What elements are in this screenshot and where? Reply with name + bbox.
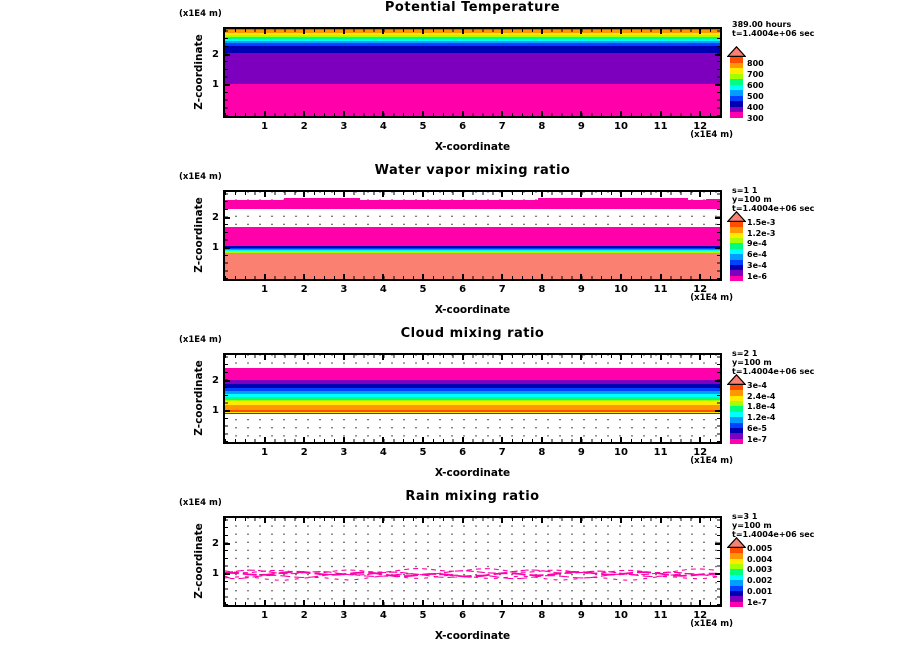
x-major-tick — [699, 355, 701, 360]
contour-band — [225, 368, 720, 380]
x-tick-label: 12 — [693, 284, 708, 295]
x-tick-label: 5 — [419, 121, 427, 132]
z-minor-ticks-left — [225, 29, 228, 116]
z-tick-label: 2 — [212, 537, 219, 549]
x-tick-label: 4 — [379, 121, 387, 132]
x-tick-label: 9 — [577, 121, 585, 132]
panel-1 — [0, 0, 904, 163]
x-major-tick — [620, 111, 622, 116]
legend-header-line: y=100 m — [732, 521, 772, 530]
x-major-tick — [541, 437, 543, 442]
z-minor-ticks-right — [717, 518, 720, 605]
x-major-tick — [541, 600, 543, 605]
x-tick-label: 1 — [261, 284, 269, 295]
contour-band — [225, 209, 720, 227]
legend-header-line: y=100 m — [732, 358, 772, 367]
colorbar-tick-label: 1.5e-3 — [747, 218, 776, 227]
colorbar-tick-label: 600 — [747, 80, 764, 90]
x-major-tick — [620, 437, 622, 442]
x-major-tick — [422, 437, 424, 442]
x-tick-label: 3 — [340, 610, 348, 621]
x-major-tick — [699, 518, 701, 523]
y-axis-unit-label: (x1E4 m) — [179, 335, 222, 345]
colorbar-tick-label: 400 — [747, 102, 764, 112]
x-major-tick — [660, 111, 662, 116]
z-major-tick — [715, 247, 720, 249]
x-major-tick — [422, 29, 424, 34]
x-major-tick — [382, 29, 384, 34]
colorbar — [730, 57, 743, 118]
contour-patch — [538, 198, 688, 200]
plot-area — [223, 27, 722, 118]
x-tick-label: 2 — [300, 121, 308, 132]
x-minor-ticks-top — [225, 355, 720, 358]
x-major-tick — [699, 274, 701, 279]
x-major-tick — [343, 437, 345, 442]
legend-header-line: s=2 1 — [732, 349, 758, 358]
x-major-tick — [264, 437, 266, 442]
x-tick-label: 6 — [459, 447, 467, 458]
x-tick-label: 3 — [340, 447, 348, 458]
x-tick-label: 11 — [653, 447, 668, 458]
x-tick-label: 1 — [261, 610, 269, 621]
x-major-tick — [699, 29, 701, 34]
x-major-tick — [422, 518, 424, 523]
x-minor-ticks-bottom — [225, 276, 720, 279]
colorbar-segment — [730, 112, 743, 118]
x-major-tick — [580, 274, 582, 279]
legend-header-line: 389.00 hours — [732, 20, 792, 29]
z-major-tick — [225, 217, 230, 219]
plot-area — [223, 190, 722, 281]
x-major-tick — [541, 518, 543, 523]
x-tick-label: 8 — [538, 447, 546, 458]
x-major-tick — [501, 111, 503, 116]
x-major-tick — [303, 111, 305, 116]
z-tick-label: 1 — [212, 405, 219, 417]
x-tick-label: 11 — [653, 284, 668, 295]
x-major-tick — [264, 518, 266, 523]
x-major-tick — [541, 192, 543, 197]
x-major-tick — [660, 437, 662, 442]
colorbar-segment — [730, 602, 743, 607]
x-axis-unit-label: (x1E4 m) — [690, 130, 733, 140]
z-axis-label: Z-coordinate — [193, 34, 205, 110]
contour-bands — [225, 29, 720, 116]
triangle-shape — [728, 212, 745, 222]
x-major-tick — [501, 518, 503, 523]
x-major-tick — [620, 600, 622, 605]
x-major-tick — [422, 192, 424, 197]
contour-band — [225, 200, 720, 208]
z-axis-label: Z-coordinate — [193, 197, 205, 273]
triangle-shape — [728, 47, 745, 57]
z-major-tick — [715, 410, 720, 412]
x-axis-label: X-coordinate — [434, 304, 511, 316]
x-major-tick — [303, 437, 305, 442]
y-axis-unit-label: (x1E4 m) — [179, 498, 222, 508]
x-major-tick — [382, 600, 384, 605]
contour-band — [225, 53, 720, 84]
x-major-tick — [501, 355, 503, 360]
x-major-tick — [660, 355, 662, 360]
colorbar-tick-label: 0.003 — [747, 565, 773, 575]
x-axis-label: X-coordinate — [434, 467, 511, 479]
colorbar-tick-label: 6e-4 — [747, 250, 767, 260]
colorbar-overflow-triangle — [727, 46, 746, 57]
x-major-tick — [264, 29, 266, 34]
colorbar-tick-label: 0.005 — [747, 544, 773, 553]
colorbar-tick-label: 300 — [747, 114, 764, 123]
x-tick-label: 3 — [340, 121, 348, 132]
x-tick-label: 12 — [693, 447, 708, 458]
x-major-tick — [501, 192, 503, 197]
colorbar-tick-label: 2.4e-4 — [747, 391, 776, 401]
x-tick-label: 10 — [614, 447, 628, 458]
x-major-tick — [580, 355, 582, 360]
x-major-tick — [422, 274, 424, 279]
x-major-tick — [660, 518, 662, 523]
x-tick-label: 6 — [459, 610, 467, 621]
x-minor-ticks-top — [225, 518, 720, 521]
x-major-tick — [501, 437, 503, 442]
x-tick-label: 1 — [261, 447, 269, 458]
x-major-tick — [264, 274, 266, 279]
colorbar-tick-label: 1e-6 — [747, 271, 767, 281]
x-minor-ticks-bottom — [225, 439, 720, 442]
x-major-tick — [699, 437, 701, 442]
x-minor-ticks-bottom — [225, 602, 720, 605]
x-major-tick — [462, 437, 464, 442]
colorbar-segment — [730, 276, 743, 281]
contour-band — [225, 414, 720, 442]
colorbar-tick-label: 3e-4 — [747, 381, 767, 390]
colorbar-tick-label: 0.001 — [747, 586, 773, 596]
x-tick-label: 10 — [614, 284, 628, 295]
colorbar-tick-label: 6e-5 — [747, 423, 767, 433]
z-minor-ticks-right — [717, 355, 720, 442]
z-major-tick — [225, 84, 230, 86]
legend-header-line: s=1 1 — [732, 186, 758, 195]
contour-band — [225, 253, 720, 279]
colorbar-tick-label: 700 — [747, 69, 764, 79]
colorbar-tick-label: 1.2e-4 — [747, 413, 776, 423]
legend-header-line: s=3 1 — [732, 512, 758, 521]
z-major-tick — [225, 410, 230, 412]
x-major-tick — [541, 355, 543, 360]
colorbar-tick-label: 1e-7 — [747, 597, 767, 607]
y-axis-unit-label: (x1E4 m) — [179, 172, 222, 182]
x-minor-ticks-top — [225, 29, 720, 32]
x-major-tick — [462, 518, 464, 523]
x-major-tick — [422, 600, 424, 605]
x-major-tick — [541, 29, 543, 34]
contour-band — [225, 84, 720, 116]
x-major-tick — [264, 192, 266, 197]
x-major-tick — [303, 192, 305, 197]
x-major-tick — [303, 355, 305, 360]
x-major-tick — [462, 111, 464, 116]
x-tick-label: 7 — [498, 284, 506, 295]
x-major-tick — [580, 29, 582, 34]
colorbar-tick-label: 800 — [747, 58, 764, 68]
x-major-tick — [382, 355, 384, 360]
x-major-tick — [580, 111, 582, 116]
chart-title: Rain mixing ratio — [405, 489, 540, 504]
x-tick-label: 9 — [577, 447, 585, 458]
x-major-tick — [303, 600, 305, 605]
x-major-tick — [264, 111, 266, 116]
legend-header-line: t=1.4004e+06 sec — [732, 29, 815, 38]
z-minor-ticks-left — [225, 518, 228, 605]
x-major-tick — [343, 600, 345, 605]
plot-area — [223, 516, 722, 607]
x-tick-label: 2 — [300, 284, 308, 295]
triangle-shape — [728, 538, 745, 548]
x-tick-label: 6 — [459, 284, 467, 295]
x-major-tick — [343, 518, 345, 523]
x-axis-unit-label: (x1E4 m) — [690, 619, 733, 629]
z-major-tick — [715, 543, 720, 545]
colorbar-tick-label: 0.002 — [747, 576, 773, 586]
x-tick-label: 4 — [379, 447, 387, 458]
colorbar-tick-label: 9e-4 — [747, 239, 767, 249]
x-axis-unit-label: (x1E4 m) — [690, 293, 733, 303]
x-major-tick — [382, 111, 384, 116]
x-axis-unit-label: (x1E4 m) — [690, 456, 733, 466]
x-major-tick — [699, 192, 701, 197]
x-tick-label: 5 — [419, 284, 427, 295]
x-major-tick — [303, 29, 305, 34]
x-major-tick — [580, 600, 582, 605]
y-axis-unit-label: (x1E4 m) — [179, 9, 222, 19]
z-major-tick — [715, 573, 720, 575]
colorbar — [730, 548, 743, 607]
colorbar — [730, 385, 743, 444]
x-major-tick — [699, 600, 701, 605]
x-tick-label: 4 — [379, 284, 387, 295]
x-major-tick — [343, 29, 345, 34]
x-tick-label: 9 — [577, 284, 585, 295]
x-tick-label: 10 — [614, 121, 628, 132]
x-major-tick — [382, 192, 384, 197]
z-major-tick — [225, 573, 230, 575]
x-major-tick — [422, 111, 424, 116]
x-major-tick — [343, 355, 345, 360]
z-axis-label: Z-coordinate — [193, 523, 205, 599]
legend-header-line: t=1.4004e+06 sec — [732, 367, 815, 376]
z-major-tick — [225, 247, 230, 249]
x-major-tick — [660, 274, 662, 279]
triangle-shape — [728, 375, 745, 385]
x-major-tick — [541, 111, 543, 116]
x-major-tick — [303, 518, 305, 523]
x-tick-label: 9 — [577, 610, 585, 621]
x-tick-label: 6 — [459, 121, 467, 132]
x-tick-label: 10 — [614, 610, 628, 621]
x-major-tick — [422, 355, 424, 360]
x-tick-label: 8 — [538, 610, 546, 621]
x-major-tick — [264, 600, 266, 605]
x-major-tick — [501, 274, 503, 279]
x-major-tick — [580, 437, 582, 442]
x-major-tick — [303, 274, 305, 279]
x-major-tick — [343, 274, 345, 279]
colorbar-tick-label: 1e-7 — [747, 434, 767, 444]
colorbar-tick-label: 1.8e-4 — [747, 402, 776, 412]
chart-title: Water vapor mixing ratio — [374, 163, 571, 178]
x-major-tick — [541, 274, 543, 279]
legend-header-line: y=100 m — [732, 195, 772, 204]
x-major-tick — [660, 29, 662, 34]
x-major-tick — [620, 192, 622, 197]
x-major-tick — [382, 437, 384, 442]
chart-title: Cloud mixing ratio — [400, 326, 545, 341]
z-tick-label: 2 — [212, 374, 219, 386]
x-major-tick — [462, 29, 464, 34]
x-major-tick — [264, 355, 266, 360]
x-tick-label: 2 — [300, 447, 308, 458]
z-major-tick — [715, 217, 720, 219]
z-major-tick — [715, 54, 720, 56]
x-tick-label: 11 — [653, 610, 668, 621]
z-major-tick — [225, 380, 230, 382]
z-minor-ticks-left — [225, 355, 228, 442]
x-tick-label: 4 — [379, 610, 387, 621]
z-minor-ticks-right — [717, 29, 720, 116]
x-major-tick — [343, 192, 345, 197]
colorbar-tick-label: 500 — [747, 91, 764, 101]
colorbar-tick-label: 3e-4 — [747, 260, 767, 270]
x-tick-label: 8 — [538, 284, 546, 295]
x-minor-ticks-top — [225, 192, 720, 195]
x-major-tick — [620, 518, 622, 523]
z-minor-ticks-left — [225, 192, 228, 279]
x-tick-label: 3 — [340, 284, 348, 295]
x-tick-label: 11 — [653, 121, 668, 132]
x-major-tick — [580, 192, 582, 197]
x-axis-label: X-coordinate — [434, 141, 511, 153]
colorbar-tick-label: 0.004 — [747, 554, 773, 564]
panel-3 — [0, 326, 904, 489]
x-tick-label: 5 — [419, 447, 427, 458]
contour-band — [225, 227, 720, 246]
legend-header-line: t=1.4004e+06 sec — [732, 530, 815, 539]
contour-band — [225, 46, 720, 54]
x-major-tick — [462, 274, 464, 279]
z-minor-ticks-right — [717, 192, 720, 279]
x-axis-label: X-coordinate — [434, 630, 511, 642]
x-major-tick — [343, 111, 345, 116]
legend-header-line: t=1.4004e+06 sec — [732, 204, 815, 213]
x-tick-label: 7 — [498, 121, 506, 132]
x-tick-label: 5 — [419, 610, 427, 621]
x-tick-label: 12 — [693, 610, 708, 621]
z-tick-label: 1 — [212, 79, 219, 91]
x-major-tick — [382, 518, 384, 523]
z-tick-label: 2 — [212, 211, 219, 223]
x-tick-label: 12 — [693, 121, 708, 132]
x-major-tick — [501, 600, 503, 605]
x-major-tick — [580, 518, 582, 523]
x-major-tick — [660, 600, 662, 605]
z-tick-label: 1 — [212, 568, 219, 580]
contour-bands — [225, 355, 720, 442]
panel-2 — [0, 163, 904, 326]
x-tick-label: 7 — [498, 610, 506, 621]
x-major-tick — [699, 111, 701, 116]
x-major-tick — [620, 274, 622, 279]
x-major-tick — [382, 274, 384, 279]
chart-title: Potential Temperature — [384, 0, 561, 15]
panel-4 — [0, 489, 904, 652]
colorbar — [730, 222, 743, 281]
x-major-tick — [501, 29, 503, 34]
z-major-tick — [225, 543, 230, 545]
x-major-tick — [620, 29, 622, 34]
contour-bands — [225, 192, 720, 279]
x-major-tick — [660, 192, 662, 197]
x-tick-label: 7 — [498, 447, 506, 458]
x-major-tick — [462, 355, 464, 360]
z-major-tick — [715, 84, 720, 86]
x-tick-label: 1 — [261, 121, 269, 132]
rain-contour-lines — [225, 518, 720, 605]
z-tick-label: 2 — [212, 48, 219, 60]
z-axis-label: Z-coordinate — [193, 360, 205, 436]
x-major-tick — [462, 192, 464, 197]
x-tick-label: 2 — [300, 610, 308, 621]
x-major-tick — [462, 600, 464, 605]
z-major-tick — [225, 54, 230, 56]
x-tick-label: 8 — [538, 121, 546, 132]
z-major-tick — [715, 380, 720, 382]
contour-patch — [284, 198, 359, 200]
colorbar-tick-label: 1.2e-3 — [747, 228, 776, 238]
x-minor-ticks-bottom — [225, 113, 720, 116]
plot-area — [223, 353, 722, 444]
z-tick-label: 1 — [212, 242, 219, 254]
x-major-tick — [620, 355, 622, 360]
colorbar-segment — [730, 439, 743, 444]
